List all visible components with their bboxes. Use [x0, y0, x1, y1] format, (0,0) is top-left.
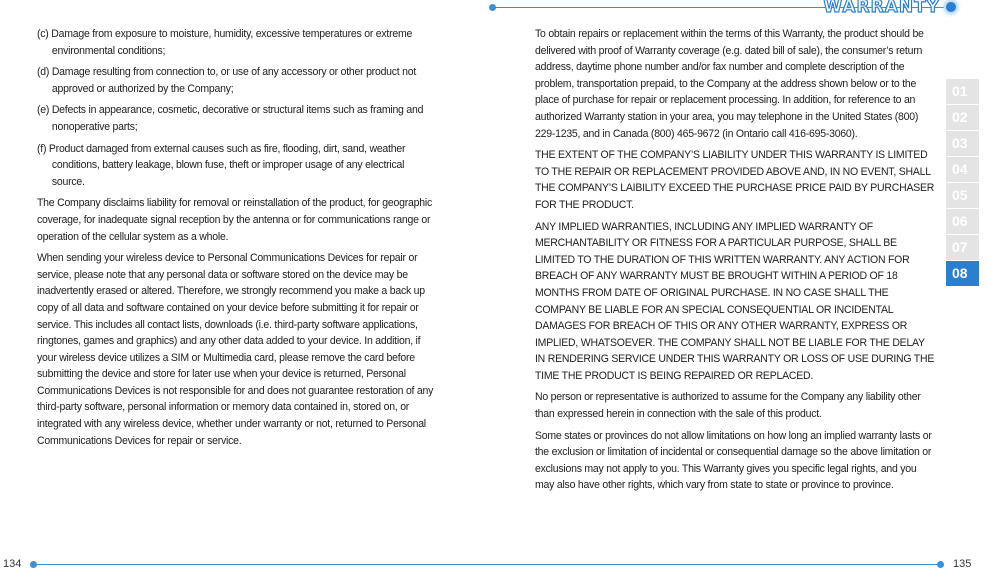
- chapter-tab-06[interactable]: 06: [946, 209, 979, 234]
- header-rule-dot-left: [489, 4, 496, 11]
- body-paragraph: To obtain repairs or replacement within the terms of this Warranty, the product should be delivered with proof of Warranty coverage (e.g. dated bill of sale), the consumer’s return address, daytime phone number and/or fax number and complete description of the problem, transportation prepaid, to the Company at the address shown below or to the place of purchase for repair or replacement processing. In addition, for reference to an authorized Warranty station in your area, you may telephone in the United States (800) 229-1235, and in Canada (800) 465-9672 (in Ontario call 416-695-3060).: [535, 28, 924, 140]
- chapter-tab-04[interactable]: 04: [946, 157, 979, 182]
- chapter-tab-03[interactable]: 03: [946, 131, 979, 156]
- right-column: [535, 26, 937, 499]
- body-paragraph: When sending your wireless device to Personal Communications Devices for repair or service, please note that any personal data or software stored on the device may be inadvertently erased or altered. Therefore, we strongly recommend you make a back up copy of all data and software contained on your device before submitting it for repair or service. This includes all contact lists, downloads (i.e. third-party software applications, ringtones, games and graphics) and any other data added to your device. In addition, if your wireless device utilizes a SIM or Multimedia card, please remove the card before submitting the device and store for later use when your device is returned, Personal Communications Devices is not responsible for and does not guarantee restoration of any third-party software, personal information or memory data contained in, stored on, or integrated with any wireless device, whether under warranty or not, returned to Personal Communications Devices for repair or service.: [37, 252, 434, 447]
- page-number-left: 134: [3, 558, 22, 570]
- page-number-right: 135: [953, 558, 972, 570]
- list-item: (e) Defects in appearance, cosmetic, decorative or structural items such as framing and nonoperative parts;: [37, 104, 424, 133]
- chapter-tabs: [946, 79, 979, 287]
- chapter-tab-05[interactable]: 05: [946, 183, 979, 208]
- chapter-tab-08[interactable]: 08: [946, 261, 979, 286]
- section-title: WARRANTY: [823, 0, 940, 17]
- left-column: [37, 26, 437, 454]
- chapter-tab-07[interactable]: 07: [946, 235, 979, 260]
- list-item: (f) Product damaged from external causes such as fire, flooding, dirt, sand, weather conditions, battery leakage, blown fuse, theft or improper usage of any electrical source.: [37, 142, 406, 188]
- list-item: (d) Damage resulting from connection to, or use of any accessory or other product not approved or authorized by the Company;: [37, 66, 417, 95]
- body-paragraph: Some states or provinces do not allow limitations on how long an implied warranty lasts or the exclusion or limitation of incidental or consequential damage so the above limitation or exclusions may not apply to you. This Warranty gives you specific legal rights, and you may also have other rights, which vary from state to state or province to province.: [535, 429, 932, 492]
- legal-paragraph: THE EXTENT OF THE COMPANY’S LIABILITY UNDER THIS WARRANTY IS LIMITED TO THE REPAIR OR REPLACEMENT PROVIDED ABOVE AND, IN NO EVENT, SHALL THE COMPANY’S LAIBILITY EXCEED THE PURCHASE PRICE PAID BY PURCHASER FOR THE PRODUCT.: [535, 149, 935, 211]
- footer-rule: [33, 564, 941, 565]
- body-paragraph: The Company disclaims liability for removal or reinstallation of the product, for geographic coverage, for inadequate signal reception by the antenna or for communications range or operation of the cellular system as a whole.: [37, 197, 432, 243]
- body-paragraph: No person or representative is authorized to assume for the Company any liability other than expressed herein in connection with the sale of this product.: [535, 391, 921, 421]
- chapter-tab-02[interactable]: 02: [946, 105, 979, 130]
- list-item: (c) Damage from exposure to moisture, humidity, excessive temperatures or extreme environmental conditions;: [37, 28, 413, 57]
- chapter-tab-01[interactable]: 01: [946, 79, 979, 104]
- legal-paragraph: ANY IMPLIED WARRANTIES, INCLUDING ANY IMPLIED WARRANTY OF MERCHANTABILITY OR FITNESS FOR A PARTICULAR PURPOSE, SHALL BE LIMITED TO THE DURATION OF THIS WRITTEN WARRANTY. ANY ACTION FOR BREACH OF ANY WARRANTY MUST BE BROUGHT WITHIN A PERIOD OF 18 MONTHS FROM DATE OF ORIGINAL PURCHASE. IN NO CASE SHALL THE COMPANY BE LIABLE FOR AN SPECIAL CONSEQUENTIAL OR INCIDENTAL DAMAGES FOR BREACH OF THIS OR ANY OTHER WARRANTY, EXPRESS OR IMPLIED, WHATSOEVER. THE COMPANY SHALL NOT BE LIABLE FOR THE DELAY IN RENDERING SERVICE UNDER THIS WARRANTY OR LOSS OF USE DURING THE TIME THE PRODUCT IS BEING REPAIRED OR REPLACED.: [535, 220, 935, 382]
- footer-rule-dot-left: [30, 561, 37, 568]
- header-rule-dot-right: [946, 2, 956, 12]
- footer-rule-dot-right: [937, 561, 944, 568]
